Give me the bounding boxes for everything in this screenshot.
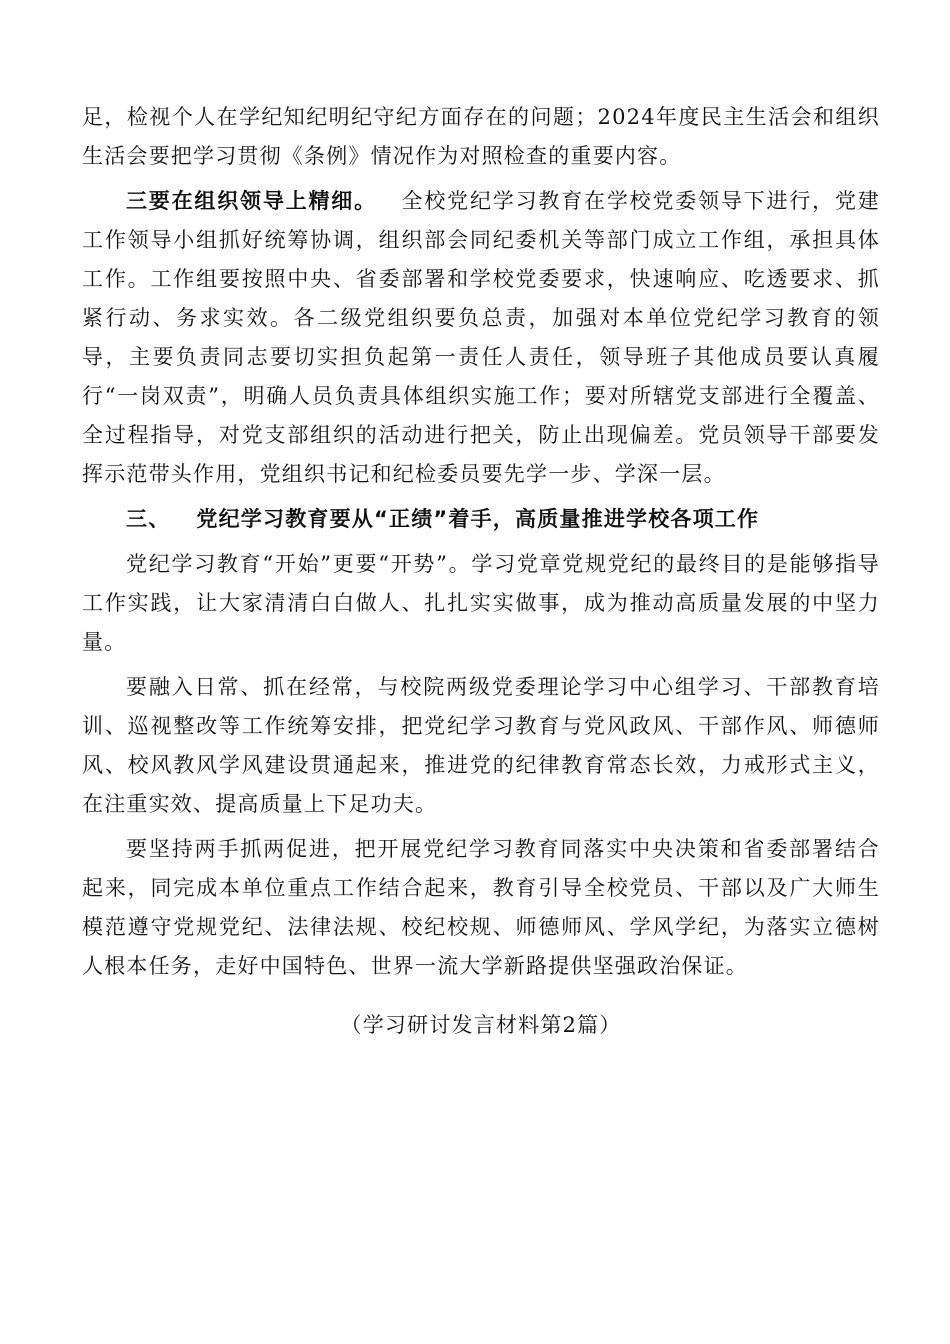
paragraph-two-hands: 要坚持两手抓两促进，把开展党纪学习教育同落实中央决策和省委部署结合起来，同完成本单位重点工作结合起来，教育引导全校党员、干部以及广大师生模范遵守党规党纪、法律法规、校纪校规、师德师风、学风学纪，为落实立德树人根本任务，走好中国特色、世界一流大学新路提供坚强政治保证。 <box>82 837 880 978</box>
section-heading <box>82 500 880 539</box>
paragraph-organization-leadership <box>82 182 880 494</box>
section-heading-number: 三、 <box>126 507 171 531</box>
paragraph-lead-phrase: 三要在组织领导上精细。 <box>126 189 377 213</box>
paragraph-start-momentum: 党纪学习教育“开始”更要“开势”。学习党章党规党纪的最终目的是能够指导工作实践，让大家清清白白做人、扎扎实实做事，成为推动高质量发展的中坚力量。 <box>82 552 880 654</box>
next-article-title: （学习研讨发言材料第2篇） <box>340 1013 622 1037</box>
paragraph-integrate-daily: 要融入日常、抓在经常，与校院两级党委理论学习中心组学习、干部教育培训、巡视整改等工作统筹安排，把党纪学习教育与党风政风、干部作风、师德师风、校风教风学风建设贯通起来，推进党的纪律教育常态长效，力戒形式主义，在注重实效、提高质量上下足功夫。 <box>82 675 880 816</box>
document-body <box>82 98 880 1045</box>
paragraph-body-text: 全校党纪学习教育在学校党委领导下进行，党建工作领导小组抓好统筹协调，组织部会同纪委机关等部门成立工作组，承担具体工作。工作组要按照中央、省委部署和学校党委要求，快速响应、吃透要求、抓紧行动、务求实效。各二级党组织要负总责，加强对本单位党纪学习教育的领导，主要负责同志要切实担负起第一责任人责任，领导班子其他成员要认真履行“一岗双责”，明确人员负责具体组织实施工作；要对所辖党支部进行全覆盖、全过程指导，对党支部组织的活动进行把关，防止出现偏差。党员领导干部要发挥示范带头作用，党组织书记和纪检委员要先学一步、学深一层。 <box>82 189 880 486</box>
section-heading-text: 党纪学习教育要从“正绩”着手，高质量推进学校各项工作 <box>196 507 760 531</box>
paragraph-continuation: 足，检视个人在学纪知纪明纪守纪方面存在的问题；2024年度民主生活会和组织生活会要把学习贯彻《条例》情况作为对照检查的重要内容。 <box>82 105 880 168</box>
